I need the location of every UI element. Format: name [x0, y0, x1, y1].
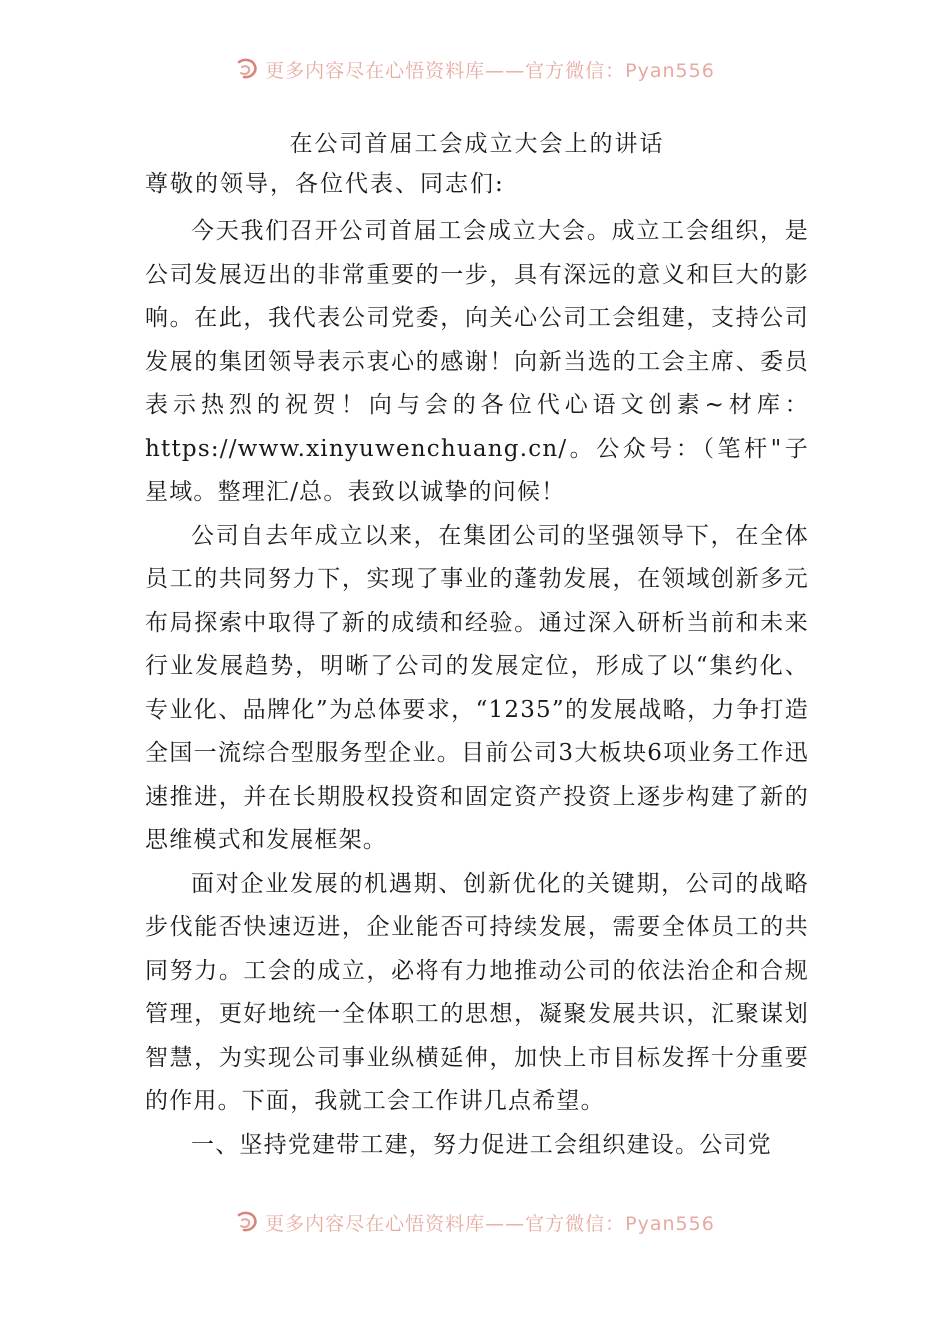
paragraph: 面对企业发展的机遇期、创新优化的关键期，公司的战略步伐能否快速迈进，企业能否可持续发展，需要全体员工的共同努力。工会的成立，必将有力地推动公司的依法治企和合规管理，更好地统一全体职工的思想，凝聚发展共识，汇聚谋划智慧，为实现公司事业纵横延伸，加快上市目标发挥十分重要的作用。下面，我就工会工作讲几点希望。	[145, 870, 809, 1114]
document-title: 在公司首届工会成立大会上的讲话	[289, 131, 665, 157]
greeting-line: 尊敬的领导，各位代表、同志们:	[145, 171, 505, 197]
watermark-text: 更多内容尽在心悟资料库——官方微信：Pyan556	[265, 59, 715, 82]
document-body	[145, 124, 809, 1167]
brand-logo-icon	[235, 1209, 261, 1235]
watermark-footer	[0, 1205, 950, 1239]
paragraph: 今天我们召开公司首届工会成立大会。成立工会组织，是公司发展迈出的非常重要的一步，具有深远的意义和巨大的影响。在此，我代表公司党委，向关心公司工会组建，支持公司发展的集团领导表示衷心的感谢！向新当选的工会主席、委员表示热烈的祝贺！向与会的各位代心语文创素~材库：https://www.xinyuwenchuang.cn/。公众号：（笔杆"子星域。整理汇/总。表致以诚挚的问候！	[145, 218, 809, 505]
paragraph: 公司自去年成立以来，在集团公司的坚强领导下，在全体员工的共同努力下，实现了事业的蓬勃发展，在领域创新多元布局探索中取得了新的成绩和经验。通过深入研析当前和未来行业发展趋势，明晰了公司的发展定位，形成了以“集约化、专业化、品牌化”为总体要求，“1235”的发展战略，力争打造全国一流综合型服务型企业。目前公司3大板块6项业务工作迅速推进，并在长期股权投资和固定资产投资上逐步构建了新的思维模式和发展框架。	[145, 522, 809, 853]
brand-logo-icon	[235, 56, 261, 82]
watermark-header	[0, 52, 950, 86]
watermark-text: 更多内容尽在心悟资料库——官方微信：Pyan556	[265, 1212, 715, 1235]
paragraph: 一、坚持党建带工建，努力促进工会组织建设。公司党	[191, 1131, 772, 1158]
